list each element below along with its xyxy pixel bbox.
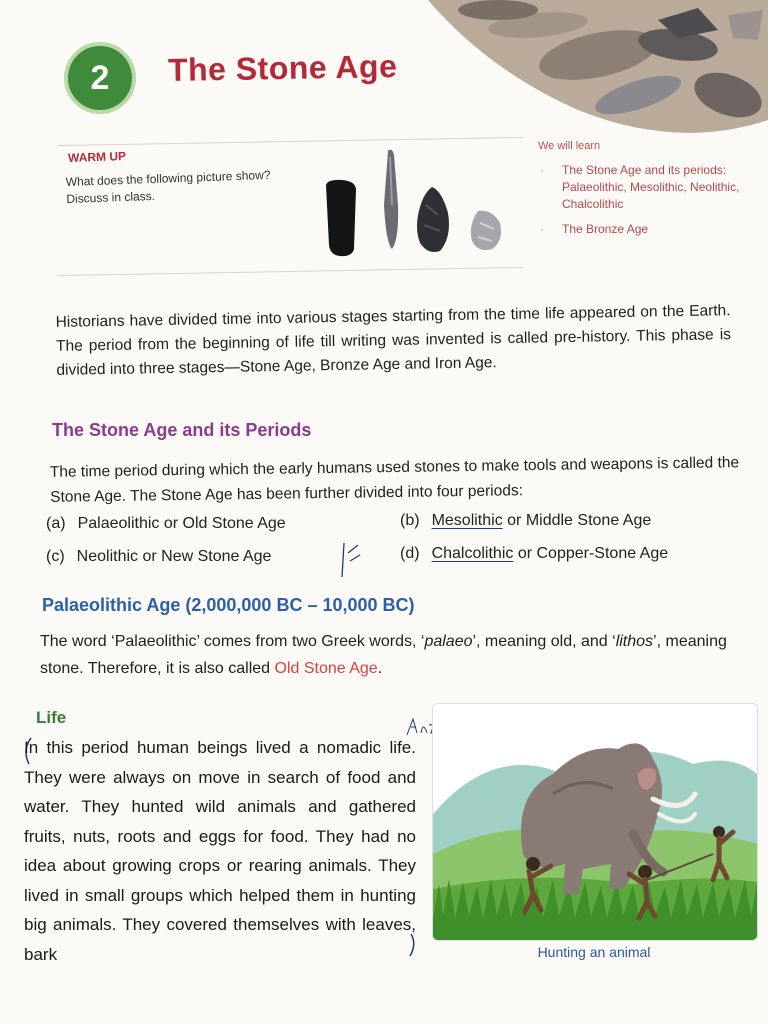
palaeolithic-heading: Palaeolithic Age (2,000,000 BC – 10,000 BC) <box>42 595 415 615</box>
text-run: . <box>377 660 383 677</box>
stone-tools-illustration <box>320 145 510 260</box>
period-item-a <box>46 515 286 533</box>
period-label: (a) <box>46 515 66 532</box>
period-description: or Copper-Stone Age <box>513 545 669 562</box>
hunting-illustration <box>432 703 758 941</box>
figure-caption: Hunting an animal <box>537 944 651 960</box>
period-term: Neolithic <box>76 548 139 565</box>
period-label: (b) <box>400 512 420 529</box>
period-term: Mesolithic <box>431 512 503 529</box>
period-label: (c) <box>46 548 65 565</box>
handwritten-bracket <box>408 932 418 958</box>
list-item: · The Bronze Age <box>540 221 740 238</box>
stone-age-paragraph: The time period during which the early humans used stones to make tools and weapons is called the Stone Age. The Stone Age has been further divided into four periods: <box>49 454 740 506</box>
chapter-title: The Stone Age <box>167 48 398 88</box>
period-term: Palaeolithic <box>77 515 160 532</box>
intro-paragraph: Historians have divided time into various stages starting from the time life appeared on the Earth. The period from the beginning of life till writing was invented is called pre-history. This phase is divided into three stages—Stone Age, Bronze Age and Iron Age. <box>55 302 732 379</box>
period-description: or New Stone Age <box>138 548 272 565</box>
list-item: · The Stone Age and its periods: Palaeolithic, Mesolithic, Neolithic, Chalcolithic <box>540 162 740 213</box>
palaeolithic-paragraph <box>40 628 740 682</box>
life-paragraph: In this period human beings lived a nomadic life. They were always on move in search of food and water. They hunted wild animals and gathered fruits, nuts, roots and eggs for food. They had no idea about growing crops or rearing animals. They lived in small groups which helped them in hunting big animals. They covered themselves with leaves, bark <box>24 738 416 964</box>
divider <box>58 267 523 276</box>
text-run: ’, meaning old, and ‘ <box>472 633 616 650</box>
chapter-number: 2 <box>90 58 110 97</box>
stone-age-periods-heading: The Stone Age and its Periods <box>52 420 312 440</box>
period-label: (d) <box>400 545 420 562</box>
text-run: ’, meaning stone. Therefore, it is also called <box>40 633 727 677</box>
period-item-b <box>400 512 651 530</box>
highlighted-term: Old Stone Age <box>274 660 378 677</box>
greek-word: palaeo <box>424 633 473 650</box>
period-item-d <box>400 545 668 563</box>
stone-artifacts-photo <box>428 0 768 135</box>
text-run: The word ‘Palaeolithic’ comes from two Greek words, ‘ <box>40 633 425 650</box>
chapter-number-badge <box>64 42 136 114</box>
warm-up-prompt: What does the following picture show? Discuss in class. <box>65 167 271 207</box>
handwritten-mark <box>338 535 362 585</box>
period-description: or Middle Stone Age <box>502 512 652 529</box>
we-will-learn-heading: We will learn <box>538 140 601 152</box>
period-term: Chalcolithic <box>431 545 514 562</box>
life-heading: Life <box>36 708 67 727</box>
greek-word: lithos <box>615 633 654 650</box>
warm-up-heading: WARM UP <box>67 148 127 166</box>
we-will-learn-list <box>540 162 740 246</box>
period-item-c <box>46 548 271 566</box>
period-description: or Old Stone Age <box>159 515 286 532</box>
